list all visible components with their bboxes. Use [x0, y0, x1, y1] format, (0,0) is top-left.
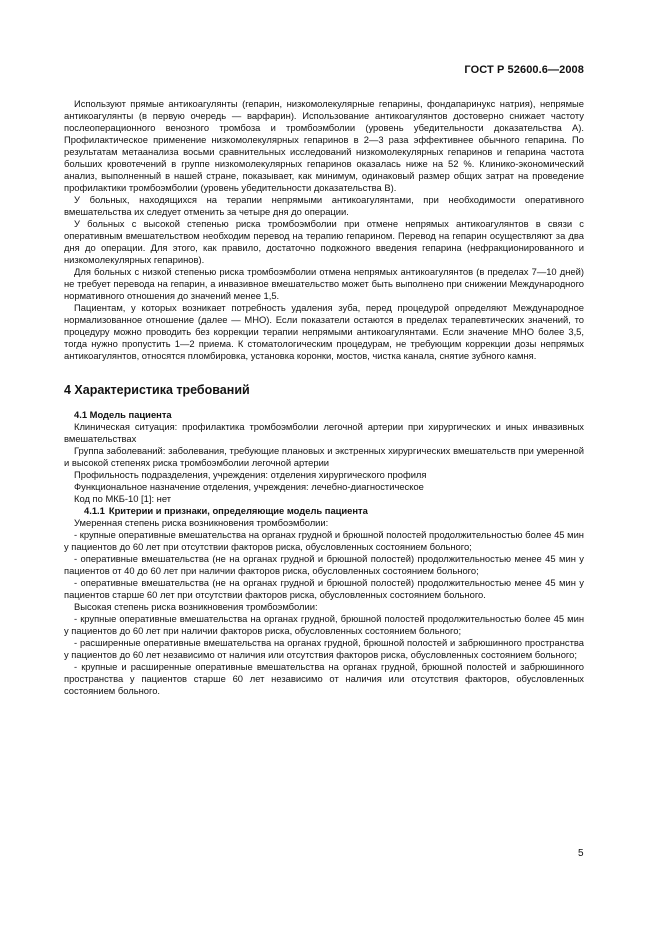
- section-spacer: [64, 362, 584, 384]
- page-number: 5: [578, 848, 584, 859]
- criteria-paragraph: - крупные и расширенные оперативные вмешательства на органах грудной, брюшной полостей и забрюшинного пространства у пациентов старше 60 лет независимо от наличия или отсутствия факторов, обусловленных состоянием больного.: [64, 661, 584, 696]
- intro-paragraph: Пациентам, у которых возникает потребность удаления зуба, перед процедурой определяют Международное нормализованное отношение (далее — МНО). Если показатели остаются в пределах терапевтических значений, то процедуру можно проводить без коррекции терапии непрямыми антикоагулянтами. Если значение МНО более 3,5, тогда нужно пропустить 1—2 приема. К стоматологическим процедурам, не требующим коррекции дозы непрямых антикоагулянтов, относятся пломбировка, установка коронки, мостов, чистка канала, снятие зубного камня.: [64, 302, 584, 361]
- subsection-title: Критерии и признаки, определяющие модель пациента: [108, 505, 368, 516]
- criteria-paragraph: Высокая степень риска возникновения тромбоэмболии:: [74, 601, 318, 612]
- patient-model-paragraph: Функциональное назначение отделения, учреждения: лечебно-диагностическое: [74, 481, 424, 492]
- criteria-paragraph: Умеренная степень риска возникновения тромбоэмболии:: [74, 517, 329, 528]
- criteria-paragraph: - крупные оперативные вмешательства на органах грудной и брюшной полостей продолжительностью более 45 мин у пациентов до 60 лет при отсутствии факторов риска, обусловленных состоянием больного;: [64, 529, 584, 552]
- subsection-4-1-1-heading: [64, 505, 584, 517]
- intro-paragraph: У больных с высокой степенью риска тромбоэмболии при отмене непрямых антикоагулянтов в связи с оперативным вмешательством необходим перевод на терапию гепарином. Перевод на гепарин осуществляют за два дня до операции. Для этого, как правило, достаточно подкожного введения гепарина (нефракционированного и низкомолекулярных гепаринов).: [64, 218, 584, 265]
- page-body: [64, 98, 584, 697]
- subsection-4-1-heading: 4.1 Модель пациента: [74, 409, 172, 420]
- patient-model-paragraph: Профильность подразделения, учреждения: отделения хирургического профиля: [74, 469, 427, 480]
- criteria-paragraph: - оперативные вмешательства (не на органах грудной и брюшной полостей) продолжительностью менее 45 мин у пациентов старше 60 лет при отсутствии факторов риска, обусловленных состоянием больного.: [64, 577, 584, 600]
- intro-paragraph: У больных, находящихся на терапии непрямыми антикоагулянтами, при необходимости оперативного вмешательства их следует отменить за четыре дня до операции.: [64, 194, 584, 217]
- patient-model-paragraph: Группа заболеваний: заболевания, требующие плановых и экстренных хирургических вмешательств при умеренной и высокой степенях риска тромбоэмболии легочной артерии: [64, 445, 584, 468]
- patient-model-paragraph: Клиническая ситуация: профилактика тромбоэмболии легочной артерии при хирургических и иных инвазивных вмешательствах: [64, 421, 584, 444]
- document-id-header: ГОСТ Р 52600.6—2008: [464, 64, 584, 76]
- intro-paragraph: Используют прямые антикоагулянты (гепарин, низкомолекулярные гепарины, фондапаринукс натрия), непрямые антикоагулянты (в первую очередь — варфарин). Использование антикоагулянтов достоверно снижает частоту послеоперационного венозного тромбоза и тромбоэмболии (уровень убедительности доказательства А). Профилактическое применение низкомолекулярных гепаринов в 2—3 раза эффективнее обычного гепарина. По результатам метаанализа восьми сравнительных исследований низкомолекулярных гепаринов и гепарина частота больших кровотечений в группе низкомолекулярных гепаринов оказалась ниже на 52 %. Клинико-экономический анализ, выполненный в нашей стране, показывает, как минимум, одинаковый размер общих затрат на проведение профилактики тромбоэмболии (уровень убедительности доказательства В).: [64, 98, 584, 193]
- subsection-number: 4.1.1: [84, 505, 105, 516]
- criteria-paragraph: - оперативные вмешательства (не на органах грудной и брюшной полостей) продолжительностью менее 45 мин у пациентов от 40 до 60 лет при наличии факторов риска, обусловленных состоянием больного;: [64, 553, 584, 576]
- criteria-paragraph: - расширенные оперативные вмешательства на органах грудной, брюшной полостей и забрюшинного пространства у пациентов до 60 лет независимо от наличия или отсутствия факторов риска, обусловленных состоянием больного;: [64, 637, 584, 660]
- patient-model-paragraph: Код по МКБ-10 [1]: нет: [74, 493, 172, 504]
- criteria-paragraph: - крупные оперативные вмешательства на органах грудной, брюшной полостей продолжительностью более 45 мин у пациентов до 60 лет при наличии факторов риска, обусловленных состоянием больного;: [64, 613, 584, 636]
- section-4-heading: 4 Характеристика требований: [64, 383, 250, 397]
- intro-paragraph: Для больных с низкой степенью риска тромбоэмболии отмена непрямых антикоагулянтов (в пределах 7—10 дней) не требует перевода на гепарин, а инвазивное вмешательство может быть выполнено при снижении Международного нормативного отношения до значений менее 1,5.: [64, 266, 584, 301]
